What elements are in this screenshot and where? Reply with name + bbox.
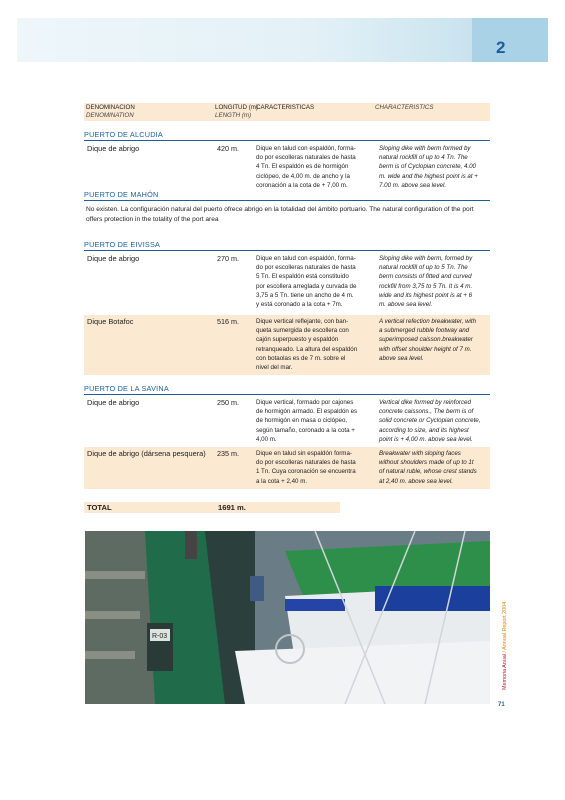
total-row	[84, 502, 340, 513]
header-denominacion: DENOMINACION	[86, 104, 135, 111]
section-alcudia	[84, 130, 490, 141]
table-row	[84, 396, 490, 446]
page-folio: 71	[498, 702, 505, 708]
header-characteristics: CHARACTERISTICS	[375, 104, 434, 111]
chapter-tab	[472, 18, 548, 62]
table-row	[84, 315, 490, 375]
header-longitud: LONGITUD (m)	[215, 104, 258, 111]
table-header	[84, 103, 490, 121]
row-description-es: Dique vertical reflejante, con ban- queta sumergida de escollera con cajón superpuesto y espaldón retranqueado. La altura del espaldón con botaolas es de 7 m. sobre el nivel del mar.	[256, 318, 358, 372]
side-title-part2: / Annual Report	[502, 613, 508, 655]
svg-text:R-03: R-03	[152, 633, 168, 640]
row-name: Dique de abrigo	[87, 398, 140, 407]
section-title: PUERTO DE EIVISSA	[84, 240, 490, 251]
header-caracteristicas: CARACTERISTICAS	[256, 104, 315, 111]
table-row	[84, 447, 490, 489]
marina-photo	[85, 531, 490, 704]
row-description-es: Dique en talud con espaldón, forma- do por escolleras naturales de hasta 5 Tn. El espaldón está constituido por escollera arreglada y curvada de 3,75 a 5 Tn. tiene un ancho de 4 m. y está coronado a la cota + 7m.	[256, 255, 357, 309]
row-length: 235 m.	[217, 449, 239, 458]
chapter-number: 2	[496, 38, 506, 57]
row-description-es: Dique en talud sin espaldón forma- do por escolleras naturales de hasta 1 Tn. Cuya coronación se encuentra a la cota + 2,40 m.	[256, 450, 356, 485]
section-mahon	[84, 190, 490, 201]
side-title-year: 2004	[502, 601, 508, 614]
row-name: Dique de abrigo	[87, 254, 140, 263]
section-savina	[84, 384, 490, 395]
mahon-note: No existen. La configuración natural del puerto ofrece abrigo en la totalidad del ámbito portuario. The natural configuration of the port offers protection in the totality of the port area	[86, 206, 474, 224]
row-name: Dique Botafoc	[87, 317, 134, 326]
row-name: Dique de abrigo (dársena pesquera)	[87, 449, 206, 458]
section-title: PUERTO DE LA SAVINA	[84, 384, 490, 395]
row-length: 250 m.	[217, 398, 239, 407]
row-description-en: Breakwater with sloping faces without shoulders made of up to 1t of natural ruble, whose crest stands at 2,40 m. above sea level.	[379, 450, 477, 485]
total-label: TOTAL	[87, 503, 112, 512]
row-description-es: Dique en talud con espaldón, forma- do por escolleras naturales de hasta 4 Tn. El espaldón es de hormigón ciclópeo, de 4,00 m. de ancho y la coronación a la cota de + 7,00 m.	[256, 145, 356, 189]
header-denomination: DENOMINATION	[86, 112, 134, 119]
section-title: PUERTO DE ALCUDIA	[84, 130, 490, 141]
row-length: 270 m.	[217, 254, 239, 263]
section-title: PUERTO DE MAHÓN	[84, 190, 490, 201]
row-description-en: Vertical dike formed by reinforced concrete caissons., The berm is of solid concrete or Cyclopian concrete, according to size, and its highest point is + 4,00 m. above sea level.	[379, 399, 481, 443]
header-band	[17, 18, 548, 62]
section-eivissa	[84, 240, 490, 251]
row-description-en: Sloping dike with berm, formed by natural rockfill of up to 5 Tn. The berm consists of fitted and curved rockfill from 3,75 to 5 Tn. It is 4 m. wide and its highest point is at + 6 m. above sea level.	[379, 255, 473, 309]
table-row	[84, 142, 490, 192]
table-row	[84, 252, 490, 314]
row-description-en: A vertical refection breakwater, with a submerged rubble footway and superimposed caisson.breakwater with offset shoulder height of 7 m. above sea level.	[379, 318, 477, 362]
row-description-es: Dique vertical, formado por cajones de hormigón armado. El espaldón es de hormigón en masa o ciclópeo, según tamaño, coronado a la cota + 4,00 m.	[256, 399, 358, 443]
header-length: LENGTH (m)	[215, 112, 252, 119]
row-description-en: Sloping dike with berm formed by natural rockfill of up to 4 Tn. The berm is of Cyclopian concrete, 4.00 m. wide and the highest point is at + 7.00 m. above sea level.	[379, 145, 478, 189]
row-length: 516 m.	[217, 317, 239, 326]
report-side-title	[502, 602, 508, 690]
row-name: Dique de abrigo	[87, 144, 140, 153]
row-length: 420 m.	[217, 144, 239, 153]
total-value: 1691 m.	[218, 503, 246, 512]
side-title-part1: Memoria Anual	[502, 654, 508, 690]
